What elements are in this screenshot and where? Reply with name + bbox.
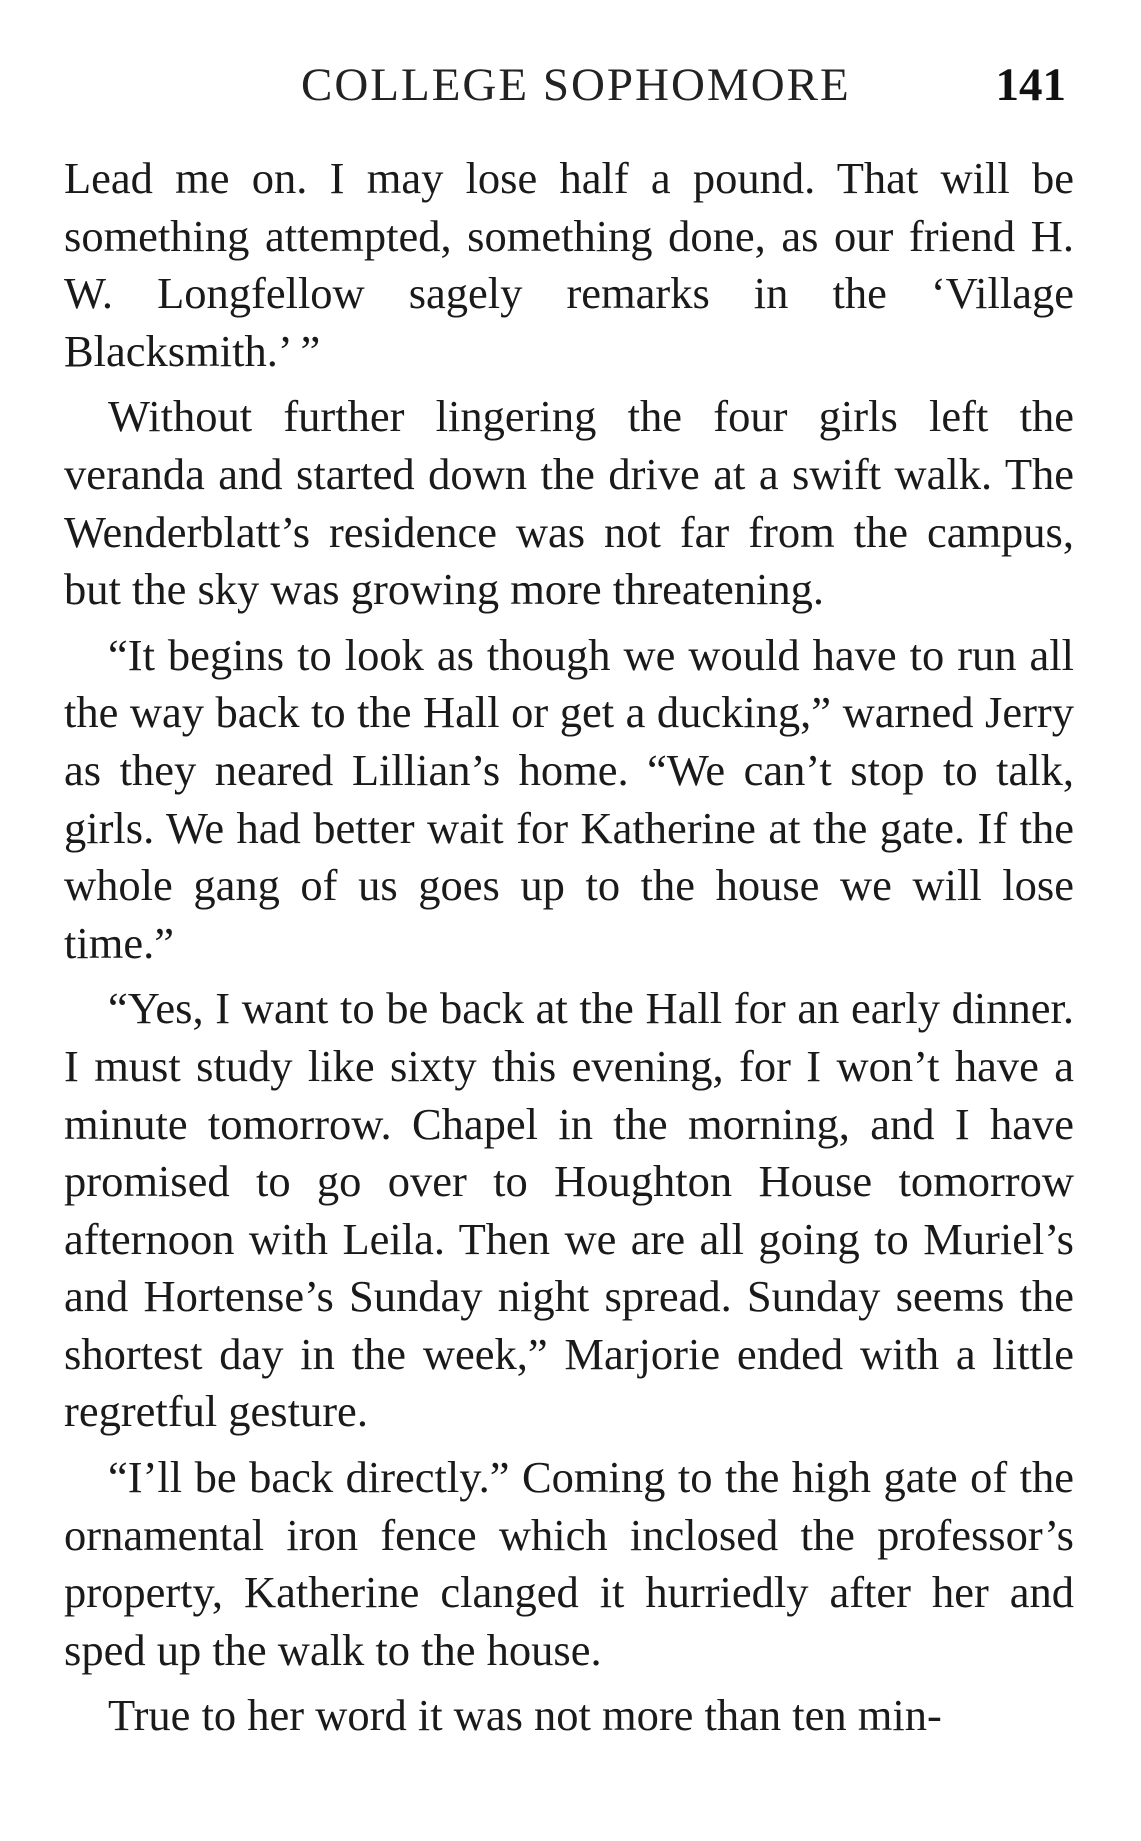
paragraph: True to her word it was not more than ten min- xyxy=(108,1690,942,1741)
paragraph: Lead me on. I may lose half a pound. That will be something attempted, something done, as our friend H. W. Longfellow sagely remarks in the ‘Village Blacksmith.’ ” xyxy=(64,153,1074,376)
running-head-title: COLLEGE SOPHOMORE xyxy=(301,59,851,111)
page-number: 141 xyxy=(995,59,1066,111)
paragraph: “It begins to look as though we would have to run all the way back to the Hall or get a ducking,” warned Jerry as they neared Lillian’s home. “We can’t stop to talk, girls. We had better wait for Katherine at the gate. If the whole gang of us goes up to the house we will lose time.” xyxy=(64,629,1074,968)
book-page xyxy=(64,52,1074,1745)
paragraph: “I’ll be back directly.” Coming to the high gate of the ornamental iron fence which inclosed the professor’s property, Katherine clanged it hurriedly after her and sped up the walk to the house. xyxy=(64,1452,1074,1675)
body-text xyxy=(64,150,1074,1745)
page-header xyxy=(64,52,1074,122)
paragraph: Without further lingering the four girls left the veranda and started down the drive at a swift walk. The Wenderblatt’s residence was not far from the campus, but the sky was growing more threatening. xyxy=(64,391,1074,615)
paragraph: “Yes, I want to be back at the Hall for an early dinner. I must study like sixty this evening, for I won’t have a minute tomorrow. Chapel in the morning, and I have promised to go over to Houghton House tomorrow afternoon with Leila. Then we are all going to Muriel’s and Hortense’s Sunday night spread. Sunday seems the shortest day in the week,” Marjorie ended with a little regretful gesture. xyxy=(64,983,1074,1437)
